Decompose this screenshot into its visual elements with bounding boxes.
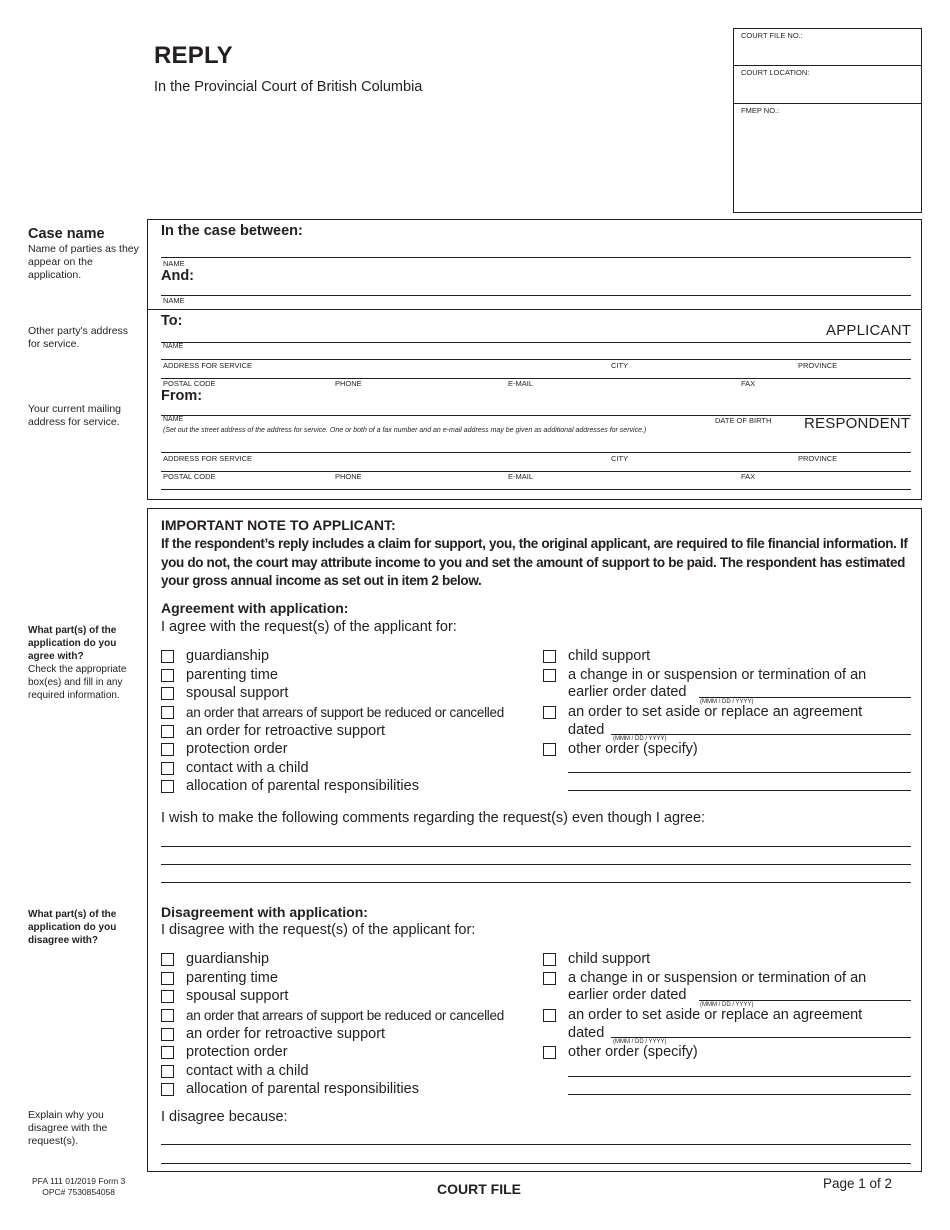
disagree-reason-line-1[interactable] <box>161 1144 911 1145</box>
form-title: REPLY <box>154 42 233 69</box>
disagree-date-hint-1: (MMM / DD / YYYY) <box>700 1002 754 1008</box>
court-location-field[interactable] <box>734 66 921 104</box>
checkbox[interactable] <box>161 687 174 700</box>
agreement-heading: Agreement with application: <box>161 600 349 616</box>
agree-option-parenting-time[interactable]: parenting time <box>161 666 278 684</box>
disagree-earlier-order-date-line[interactable] <box>699 1000 911 1001</box>
checkbox[interactable] <box>161 650 174 663</box>
from-extra-line[interactable] <box>161 489 911 490</box>
from-dob-label: DATE OF BIRTH <box>715 416 772 425</box>
agree-side-note-instruction: Check the appropriate box(es) and fill in any required information. <box>28 664 127 701</box>
agreement-intro: I agree with the request(s) of the applicant for: <box>161 619 457 635</box>
agree-option-contact-child[interactable]: contact with a child <box>161 759 309 777</box>
disagree-side-note: What part(s) of the application do you disagree with? <box>28 909 117 946</box>
disagree-because-prompt: I disagree because: <box>161 1109 288 1125</box>
checkbox[interactable] <box>161 1065 174 1078</box>
agree-option-parental-responsibilities[interactable]: allocation of parental responsibilities <box>161 777 419 795</box>
form-code <box>32 1176 125 1198</box>
page-number: Page 1 of 2 <box>823 1176 893 1191</box>
disagreement-intro: I disagree with the request(s) of the applicant for: <box>161 922 476 938</box>
checkbox[interactable] <box>161 953 174 966</box>
disagree-other-order-line-2[interactable] <box>568 1094 911 1095</box>
important-note-heading: IMPORTANT NOTE TO APPLICANT: <box>161 517 396 533</box>
explain-side-note: Explain why you disagree with the request(s). <box>28 1109 108 1147</box>
from-heading: From: <box>161 388 203 404</box>
disagree-option-other-order[interactable]: other order (specify) <box>543 1043 698 1061</box>
agree-earlier-order-date-line[interactable] <box>699 697 911 698</box>
to-contact-line[interactable] <box>161 378 911 379</box>
checkbox[interactable] <box>161 780 174 793</box>
from-contact-line[interactable] <box>161 471 911 472</box>
checkbox[interactable] <box>161 743 174 756</box>
disagree-option-child-support[interactable]: child support <box>543 950 650 968</box>
court-file-no-field[interactable] <box>734 29 921 66</box>
disagree-option-contact-child[interactable]: contact with a child <box>161 1062 309 1080</box>
agree-option-other-order[interactable]: other order (specify) <box>543 740 698 758</box>
disagree-earlier-order-label: earlier order dated <box>568 987 687 1003</box>
from-postal-code-label: POSTAL CODE <box>163 472 216 481</box>
checkbox[interactable] <box>161 990 174 1003</box>
to-city-label: CITY <box>611 361 629 370</box>
agree-option-protection-order[interactable]: protection order <box>161 740 288 758</box>
checkbox[interactable] <box>161 1009 174 1022</box>
disagree-option-spousal-support[interactable]: spousal support <box>161 987 288 1005</box>
checkbox[interactable] <box>543 1009 556 1022</box>
agree-comments-line-2[interactable] <box>161 864 911 865</box>
court-file-no-label: COURT FILE NO.: <box>741 31 803 40</box>
checkbox[interactable] <box>161 972 174 985</box>
form-code-line-2: OPC# 7530854058 <box>42 1187 116 1197</box>
agree-other-order-line-1[interactable] <box>568 772 911 773</box>
agree-option-child-support[interactable]: child support <box>543 647 650 665</box>
mailing-address-note: Your current mailing address for service. <box>28 403 121 428</box>
party-2-name-label: NAME <box>163 296 185 305</box>
agree-earlier-order-label: earlier order dated <box>568 684 687 700</box>
agree-option-arrears-reduced[interactable]: an order that arrears of support be reduced or cancelled <box>161 703 504 721</box>
address-instruction: (Set out the street address of the address for service. One or both of a fax number and an e-mail address may be given as additional addresses for service.) <box>163 427 647 434</box>
from-name-label: NAME <box>163 416 184 423</box>
court-file-box <box>733 28 922 213</box>
agree-option-spousal-support[interactable]: spousal support <box>161 684 288 702</box>
agree-comments-line-3[interactable] <box>161 882 911 883</box>
to-postal-code-label: POSTAL CODE <box>163 379 216 388</box>
case-name-note: Name of parties as they appear on the application. <box>28 243 139 281</box>
from-province-label: PROVINCE <box>798 454 838 463</box>
checkbox[interactable] <box>543 669 556 682</box>
to-email-label: E-MAIL <box>508 379 534 388</box>
form-code-line-1: PFA 111 01/2019 Form 3 <box>32 1176 126 1186</box>
checkbox[interactable] <box>543 1046 556 1059</box>
court-file-footer: COURT FILE <box>437 1181 521 1197</box>
checkbox[interactable] <box>161 725 174 738</box>
agree-date-hint-2: (MMM / DD / YYYY) <box>613 736 667 742</box>
disagree-agreement-dated-label: dated <box>568 1025 605 1041</box>
to-province-label: PROVINCE <box>798 361 838 370</box>
to-phone-label: PHONE <box>335 379 362 388</box>
case-between-label: In the case between: <box>161 223 303 239</box>
checkbox[interactable] <box>161 669 174 682</box>
checkbox[interactable] <box>543 953 556 966</box>
agree-option-retroactive-support[interactable]: an order for retroactive support <box>161 722 385 740</box>
checkbox[interactable] <box>161 706 174 719</box>
party-2-name-line[interactable] <box>161 295 911 296</box>
disagree-option-arrears-reduced[interactable]: an order that arrears of support be reduced or cancelled <box>161 1006 504 1024</box>
agree-option-change-order[interactable]: a change in or suspension or termination of an <box>543 666 866 684</box>
applicant-role: APPLICANT <box>826 322 912 339</box>
case-name-heading: Case name <box>28 226 105 242</box>
party-1-name-line[interactable] <box>161 257 911 258</box>
from-city-label: CITY <box>611 454 629 463</box>
disagree-option-parental-responsibilities[interactable]: allocation of parental responsibilities <box>161 1080 419 1098</box>
agree-other-order-line-2[interactable] <box>568 790 911 791</box>
disagree-option-parenting-time[interactable]: parenting time <box>161 969 278 987</box>
checkbox[interactable] <box>543 650 556 663</box>
checkbox[interactable] <box>161 762 174 775</box>
disagree-date-hint-2: (MMM / DD / YYYY) <box>613 1039 667 1045</box>
disagree-other-order-line-1[interactable] <box>568 1076 911 1077</box>
from-name-line[interactable] <box>161 415 911 416</box>
checkbox[interactable] <box>161 1028 174 1041</box>
checkbox[interactable] <box>161 1083 174 1096</box>
divider <box>147 309 922 310</box>
disagree-agreement-date-line[interactable] <box>611 1037 911 1038</box>
to-name-label: NAME <box>163 343 184 350</box>
disagree-option-set-aside-agreement[interactable]: an order to set aside or replace an agreement <box>543 1006 862 1024</box>
from-phone-label: PHONE <box>335 472 362 481</box>
disagreement-heading: Disagreement with application: <box>161 904 368 920</box>
agree-date-hint-1: (MMM / DD / YYYY) <box>700 699 754 705</box>
disagree-option-guardianship[interactable]: guardianship <box>161 950 269 968</box>
to-fax-label: FAX <box>741 379 756 388</box>
to-address-label: ADDRESS FOR SERVICE <box>163 361 253 370</box>
agree-side-note-question: What part(s) of the application do you agree with? <box>28 625 117 662</box>
to-heading: To: <box>161 313 183 329</box>
agree-option-set-aside-agreement[interactable]: an order to set aside or replace an agreement <box>543 703 862 721</box>
agree-comments-prompt: I wish to make the following comments regarding the request(s) even though I agree: <box>161 810 706 826</box>
agree-agreement-date-line[interactable] <box>611 734 911 735</box>
from-address-line[interactable] <box>161 452 911 453</box>
from-email-label: E-MAIL <box>508 472 534 481</box>
checkbox[interactable] <box>543 706 556 719</box>
and-label: And: <box>161 268 195 284</box>
disagree-reason-line-2[interactable] <box>161 1163 911 1164</box>
fmep-no-field[interactable] <box>734 104 921 212</box>
agree-agreement-dated-label: dated <box>568 722 605 738</box>
disagree-option-protection-order[interactable]: protection order <box>161 1043 288 1061</box>
court-name: In the Provincial Court of British Columbia <box>154 79 423 95</box>
party-1-name-label: NAME <box>163 259 185 268</box>
checkbox[interactable] <box>543 972 556 985</box>
fmep-no-label: FMEP NO.: <box>741 106 780 115</box>
court-location-label: COURT LOCATION: <box>741 68 810 77</box>
agree-option-guardianship[interactable]: guardianship <box>161 647 269 665</box>
disagree-option-retroactive-support[interactable]: an order for retroactive support <box>161 1025 385 1043</box>
disagree-option-change-order[interactable]: a change in or suspension or termination of an <box>543 969 866 987</box>
respondent-role: RESPONDENT <box>804 415 911 432</box>
important-note-body: If the respondent’s reply includes a claim for support, you, the original applicant, are required to file financial information. If you do not, the court may attribute income to you and set the amount of support to be paid. The respondent has estimated your gross annual income as set out in item 2 below. <box>161 536 908 589</box>
agree-comments-line-1[interactable] <box>161 846 911 847</box>
to-name-line[interactable] <box>161 342 911 343</box>
from-address-label: ADDRESS FOR SERVICE <box>163 454 253 463</box>
agree-side-note <box>28 624 140 702</box>
checkbox[interactable] <box>161 1046 174 1059</box>
other-party-note: Other party's address for service. <box>28 325 129 350</box>
from-fax-label: FAX <box>741 472 756 481</box>
checkbox[interactable] <box>543 743 556 756</box>
to-address-line[interactable] <box>161 359 911 360</box>
